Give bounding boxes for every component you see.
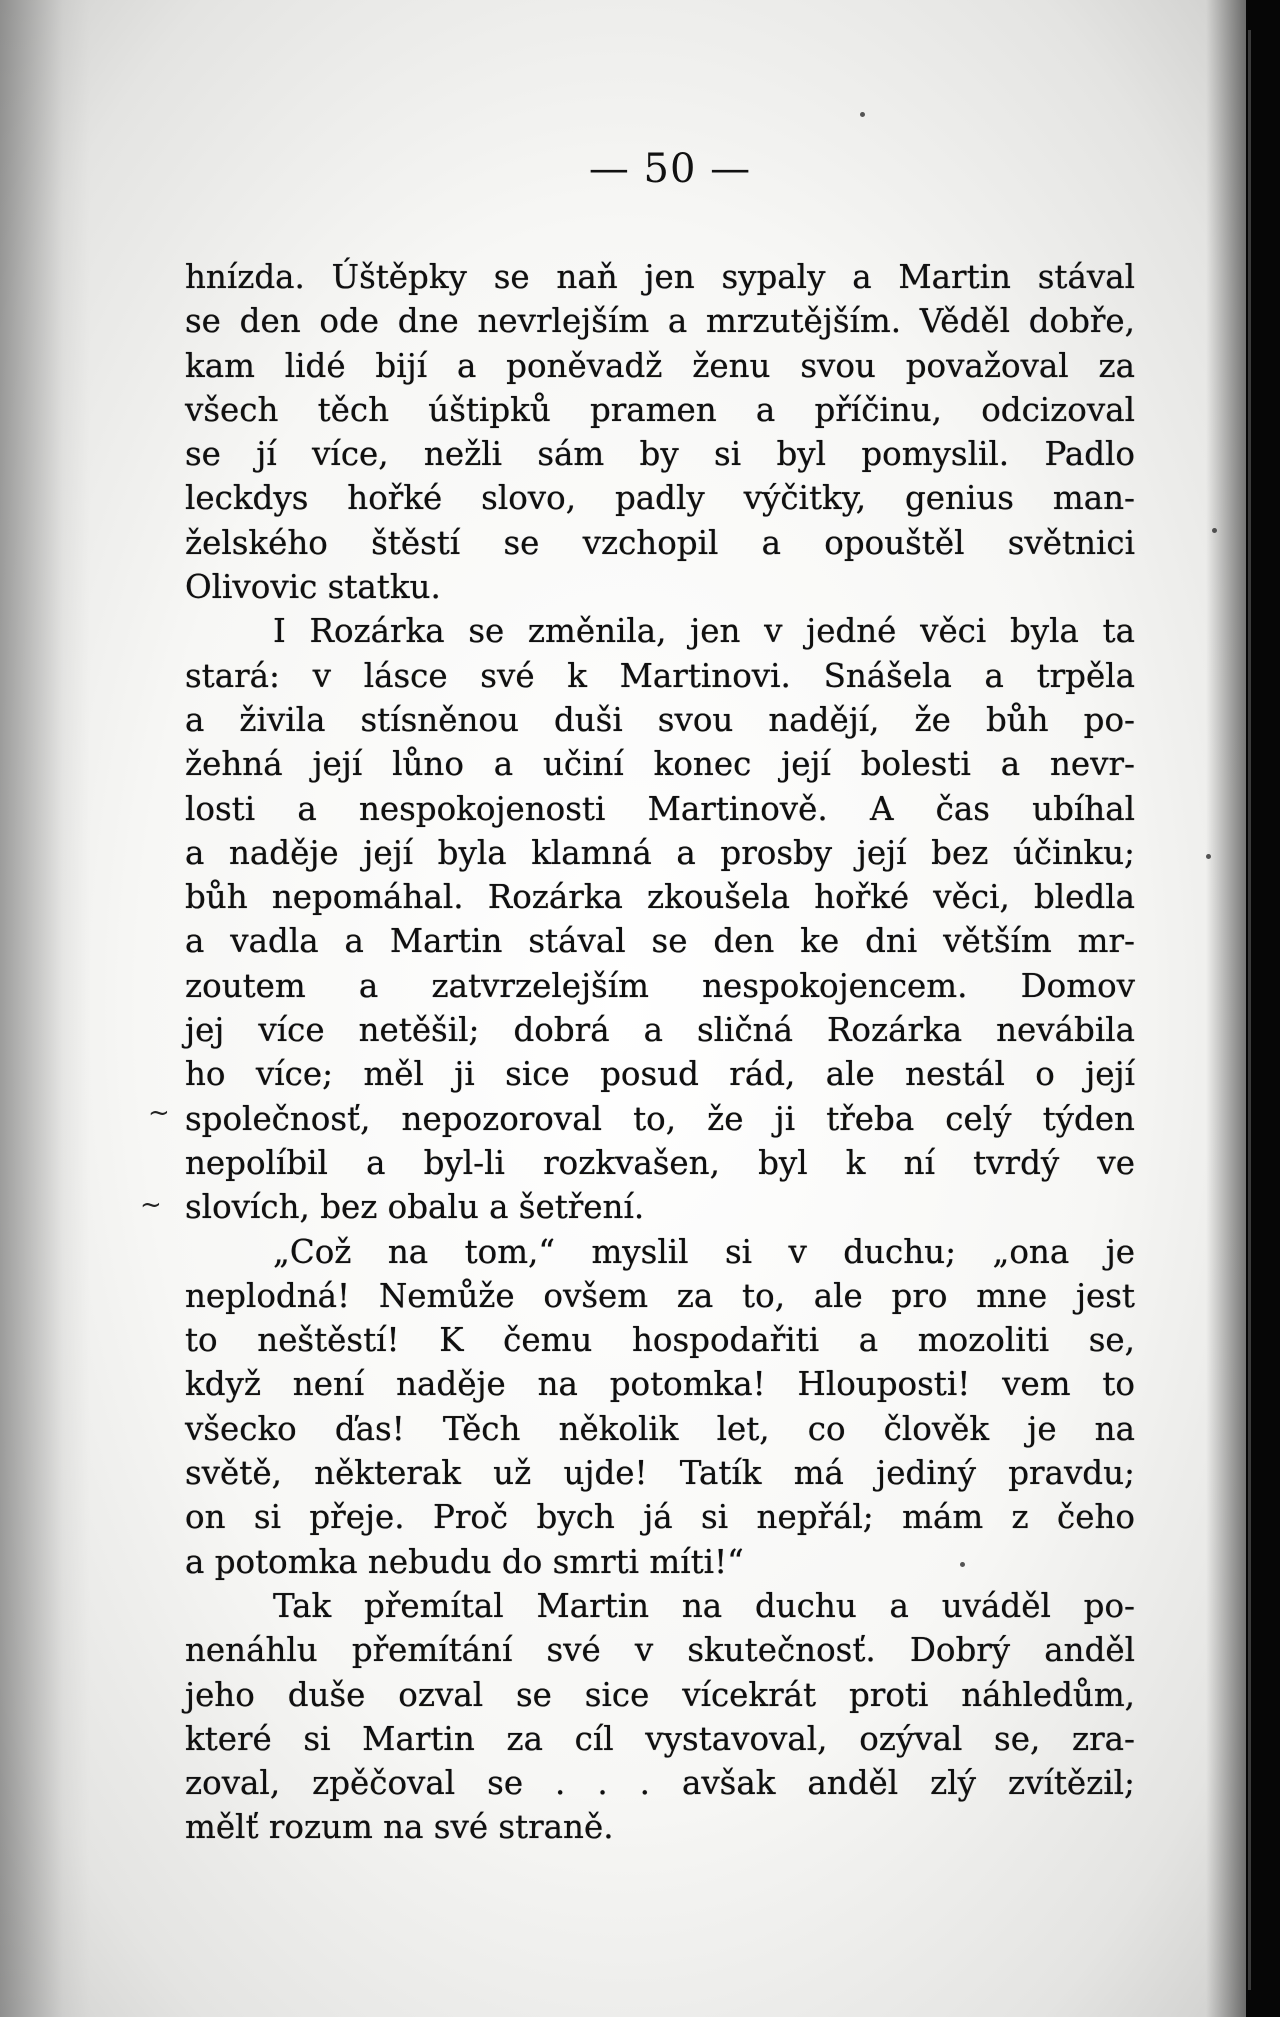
book-spine-shadow: [1246, 0, 1280, 2017]
text-line: všech těch úštipků pramen a příčinu, odcizoval: [185, 390, 1135, 429]
paragraph-3: [185, 1230, 1135, 1584]
margin-mark: ~: [140, 1190, 162, 1220]
text-line: se den ode dne nevrlejším a mrzutějším. Věděl dobře,: [185, 302, 1135, 341]
text-line: kam lidé bijí a poněvadž ženu svou považoval za: [185, 346, 1135, 385]
text-line: Tak přemítal Martin na duchu a uváděl po-: [273, 1586, 1135, 1625]
paragraph-4: [185, 1584, 1135, 1850]
paper-speck: [960, 1562, 965, 1567]
text-line: stará: v lásce své k Martinovi. Snášela a trpěla: [185, 656, 1135, 695]
text-line: jej více netěšil; dobrá a sličná Rozárka nevábila: [185, 1011, 1135, 1050]
text-line: žehná její lůno a učiní konec její bolesti a nevr-: [185, 745, 1135, 784]
paper-speck: [860, 112, 865, 117]
paper-speck: [1206, 854, 1211, 859]
text-line: leckdys hořké slovo, padly výčitky, genius man-: [185, 479, 1135, 518]
text-line: Olivovic statku.: [185, 568, 441, 607]
text-line: a naděje její byla klamná a prosby její bez účinku;: [185, 833, 1135, 872]
text-line: mělť rozum na své straně.: [185, 1808, 614, 1847]
text-line: které si Martin za cíl vystavoval, ozýval se, zra-: [185, 1719, 1135, 1758]
page-number: — 50 —: [588, 146, 752, 192]
text-line: hnízda. Úštěpky se naň jen sypaly a Martin stával: [185, 258, 1135, 296]
text-line: neplodná! Nemůže ovšem za to, ale pro mne jest: [185, 1276, 1135, 1315]
text-line: bůh nepomáhal. Rozárka zkoušela hořké věci, bledla: [185, 878, 1135, 917]
text-line: zoutem a zatvrzelejším nespokojencem. Domov: [185, 966, 1135, 1005]
text-line: a vadla a Martin stával se den ke dni větším mr-: [185, 922, 1135, 961]
text-line: když není naděje na potomka! Hlouposti! vem to: [185, 1365, 1135, 1404]
text-line: jeho duše ozval se sice vícekrát proti náhledům,: [185, 1675, 1135, 1714]
text-line: ho více; měl ji sice posud rád, ale nestál o její: [185, 1055, 1135, 1094]
text-line: slovích, bez obalu a šetření.: [185, 1188, 645, 1227]
text-line: světě, některak už ujde! Tatík má jediný pravdu;: [185, 1454, 1135, 1493]
text-line: všecko ďas! Těch několik let, co člověk je na: [185, 1409, 1135, 1448]
text-line: společnosť, nepozoroval to, že ji třeba celý týden: [185, 1099, 1135, 1138]
book-spine-edge: [1248, 30, 1251, 1990]
paragraph-2: [185, 609, 1135, 1229]
text-line: se jí více, nežli sám by si byl pomyslil. Padlo: [185, 435, 1135, 474]
margin-mark: ~: [148, 1098, 170, 1128]
text-line: to neštěstí! K čemu hospodařiti a mozoliti se,: [185, 1321, 1135, 1360]
text-line: nenáhlu přemítání své v skutečnosť. Dobrý anděl: [185, 1631, 1135, 1670]
paper-speck: [1212, 528, 1217, 533]
text-line: nepolíbil a byl-li rozkvašen, byl k ní tvrdý ve: [185, 1143, 1135, 1182]
text-line: I Rozárka se změnila, jen v jedné věci byla ta: [273, 612, 1135, 651]
text-line: „Což na tom,“ myslil si v duchu; „ona je: [273, 1232, 1135, 1271]
text-line: on si přeje. Proč bych já si nepřál; mám z čeho: [185, 1498, 1135, 1537]
body-text: [185, 255, 1135, 1850]
text-line: zoval, zpěčoval se . . . avšak anděl zlý zvítězil;: [185, 1764, 1135, 1803]
text-line: a živila stísněnou duši svou nadějí, že bůh po-: [185, 700, 1135, 739]
text-line: a potomka nebudu do smrti míti!“: [185, 1542, 744, 1581]
text-line: losti a nespokojenosti Martinově. A čas ubíhal: [185, 789, 1135, 828]
paragraph-1: [185, 255, 1135, 609]
text-line: želského štěstí se vzchopil a opouštěl světnici: [185, 523, 1135, 562]
